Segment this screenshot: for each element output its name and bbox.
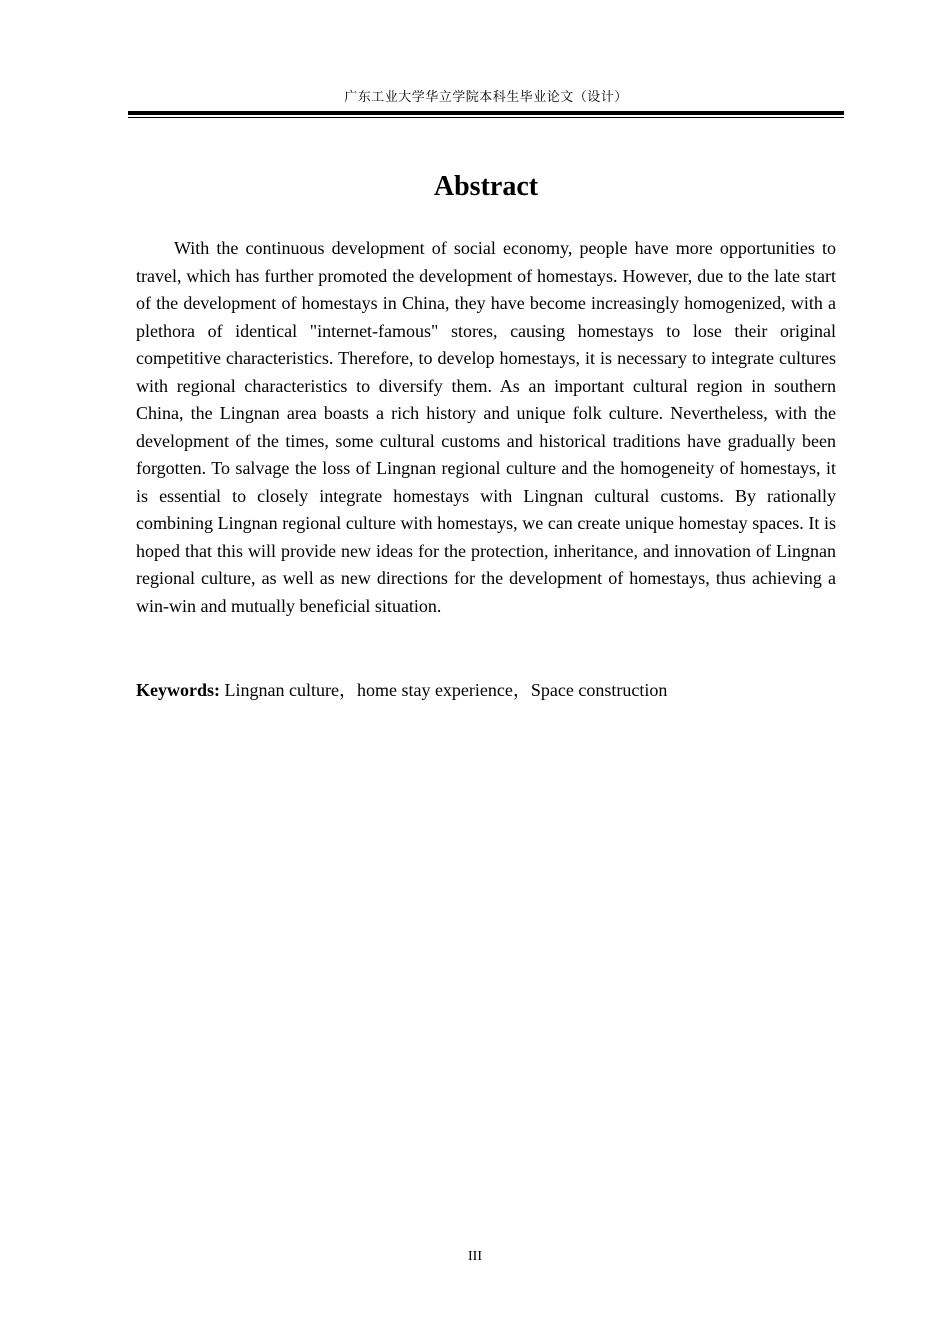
page-header: 广东工业大学华立学院本科生毕业论文（设计） xyxy=(344,89,628,104)
keywords-line xyxy=(136,677,836,704)
keywords-label: Keywords: xyxy=(136,680,220,700)
keywords-value: Lingnan culture，home stay experience，Space construction xyxy=(224,680,668,700)
abstract-title: Abstract xyxy=(433,171,539,202)
header-rule-thick xyxy=(128,111,844,115)
abstract-body: With the continuous development of social economy, people have more opportunities to travel, which has further promoted the development of homestays. However, due to the late start of the development of homestays in China, they have become increasingly homogenized, with a plethora of identical "internet-famous" stores, causing homestays to lose their original competitive characteristics. Therefore, to develop homestays, it is necessary to integrate cultures with regional characteristics to diversify them. As an important cultural region in southern China, the Lingnan area boasts a rich history and unique folk culture. Nevertheless, with the development of the times, some cultural customs and historical traditions have gradually been forgotten. To salvage the loss of Lingnan regional culture and the homogeneity of homestays, it is essential to closely integrate homestays with Lingnan cultural customs. By rationally combining Lingnan regional culture with homestays, we can create unique homestay spaces. It is hoped that this will provide new ideas for the protection, inheritance, and innovation of Lingnan regional culture, as well as new directions for the development of homestays, thus achieving a win-win and mutually beneficial situation. xyxy=(136,238,836,616)
header-rule-thin xyxy=(128,117,844,118)
page-number: III xyxy=(468,1249,482,1264)
